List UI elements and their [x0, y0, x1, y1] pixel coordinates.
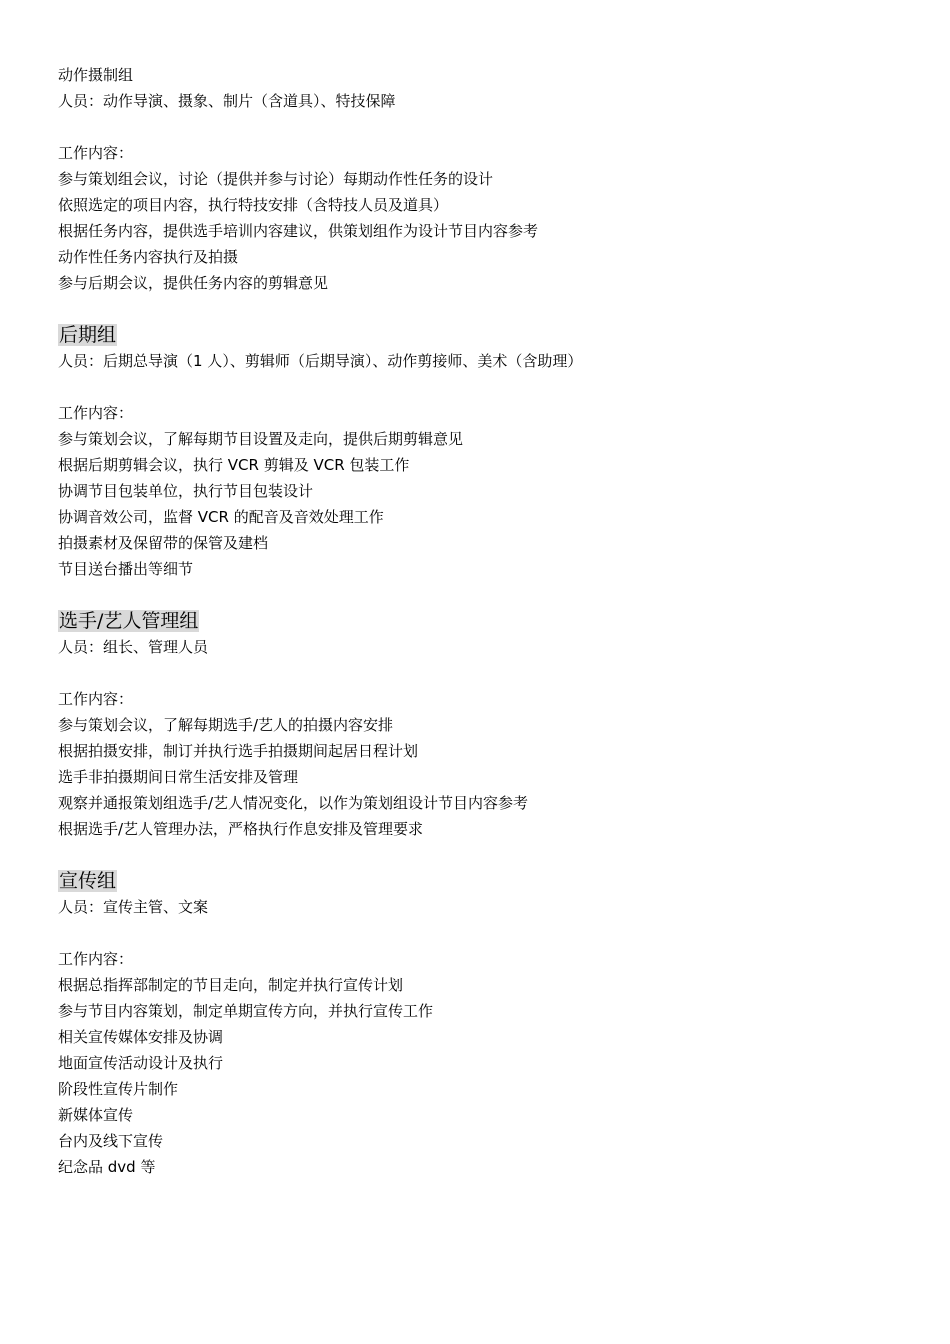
- duty-item: 根据总指挥部制定的节目走向，制定并执行宣传计划: [58, 976, 404, 994]
- duty-item: 参与策划组会议，讨论（提供并参与讨论）每期动作性任务的设计: [58, 170, 494, 188]
- duties-label: 工作内容：: [58, 404, 134, 422]
- duty-item: 纪念品 dvd 等: [58, 1158, 156, 1176]
- blank-line: [58, 296, 918, 322]
- section-publicity: [58, 868, 918, 1180]
- duties-label: 工作内容：: [58, 690, 134, 708]
- duty-item: 参与后期会议，提供任务内容的剪辑意见: [58, 274, 329, 292]
- personnel-line: 人员：动作导演、摄象、制片（含道具）、特技保障: [58, 92, 396, 110]
- section-title: 动作摄制组: [58, 66, 134, 84]
- duty-item: 观察并通报策划组选手/艺人情况变化，以作为策划组设计节目内容参考: [58, 794, 529, 812]
- duties-label: 工作内容：: [58, 950, 134, 968]
- duty-item: 参与策划会议，了解每期选手/艺人的拍摄内容安排: [58, 716, 394, 734]
- blank-line: [58, 114, 918, 140]
- duty-item: 参与策划会议，了解每期节目设置及走向，提供后期剪辑意见: [58, 430, 464, 448]
- duty-item: 根据选手/艺人管理办法，严格执行作息安排及管理要求: [58, 820, 424, 838]
- duty-item: 根据后期剪辑会议，执行 VCR 剪辑及 VCR 包装工作: [58, 456, 410, 474]
- section-heading: [58, 608, 918, 634]
- duty-item: 相关宣传媒体安排及协调: [58, 1028, 224, 1046]
- duty-item: 新媒体宣传: [58, 1106, 134, 1124]
- section-heading: [58, 322, 918, 348]
- personnel-line: 人员：后期总导演（1 人）、剪辑师（后期导演）、动作剪接师、美术（含助理）: [58, 352, 583, 370]
- duty-item: 节目送台播出等细节: [58, 560, 194, 578]
- section-title: 选手/艺人管理组: [59, 610, 199, 632]
- duty-item: 根据拍摄安排，制订并执行选手拍摄期间起居日程计划: [58, 742, 419, 760]
- duty-item: 动作性任务内容执行及拍摄: [58, 248, 239, 266]
- section-heading: [58, 868, 918, 894]
- duty-item: 协调音效公司，监督 VCR 的配音及音效处理工作: [58, 508, 384, 526]
- duty-item: 依照选定的项目内容，执行特技安排（含特技人员及道具）: [58, 196, 449, 214]
- blank-line: [58, 660, 918, 686]
- duty-item: 拍摄素材及保留带的保管及建档: [58, 534, 269, 552]
- duties-label: 工作内容：: [58, 144, 134, 162]
- section-post-production: [58, 322, 918, 582]
- duty-item: 根据任务内容，提供选手培训内容建议，供策划组作为设计节目内容参考: [58, 222, 539, 240]
- document-page: [58, 62, 918, 1180]
- blank-line: [58, 582, 918, 608]
- section-title: 宣传组: [59, 870, 117, 892]
- blank-line: [58, 842, 918, 868]
- personnel-line: 人员：组长、管理人员: [58, 638, 209, 656]
- duty-item: 选手非拍摄期间日常生活安排及管理: [58, 768, 299, 786]
- duty-item: 地面宣传活动设计及执行: [58, 1054, 224, 1072]
- blank-line: [58, 920, 918, 946]
- duty-item: 台内及线下宣传: [58, 1132, 164, 1150]
- section-contestant-management: [58, 608, 918, 842]
- duty-item: 阶段性宣传片制作: [58, 1080, 179, 1098]
- duty-item: 协调节目包装单位，执行节目包装设计: [58, 482, 314, 500]
- duty-item: 参与节目内容策划，制定单期宣传方向，并执行宣传工作: [58, 1002, 434, 1020]
- blank-line: [58, 374, 918, 400]
- section-title: 后期组: [59, 324, 117, 346]
- personnel-line: 人员：宣传主管、文案: [58, 898, 209, 916]
- section-action-crew: [58, 62, 918, 296]
